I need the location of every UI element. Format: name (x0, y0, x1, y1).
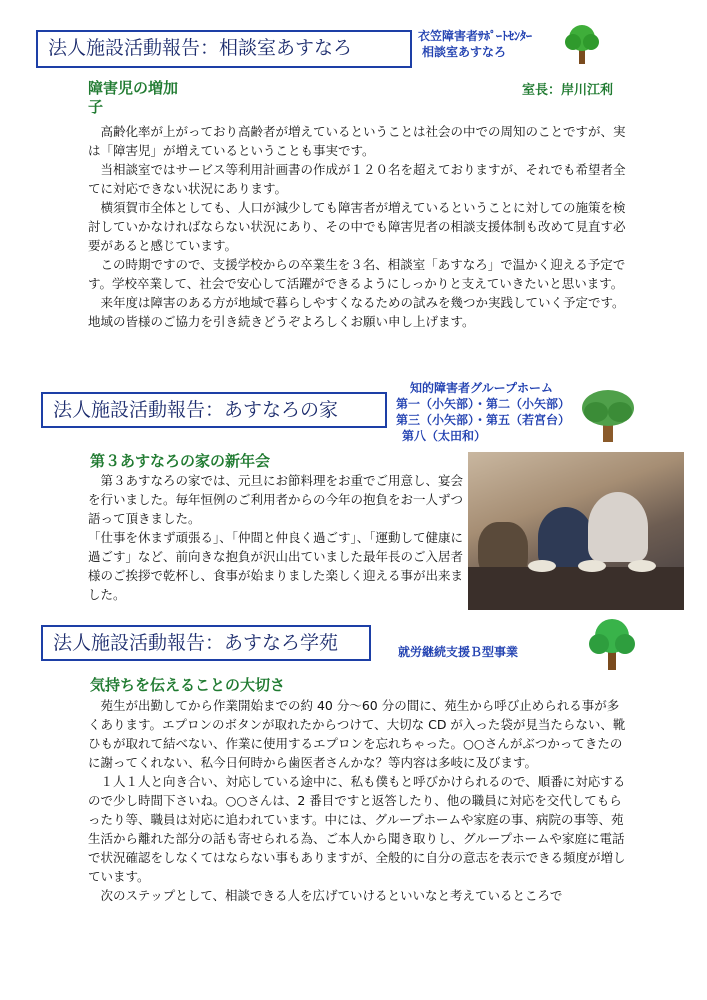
section1-author: 室長：岸川江利 (522, 83, 614, 98)
section1-body (88, 122, 628, 331)
section3-paragraph: 次のステップとして、相談できる人を広げていけるといいなと考えているところで (100, 888, 563, 903)
section1-paragraph: この時期ですので、支援学校からの卒業生を３名、相談室「あすなろ」で温かく迎える予定です。学校卒業して、社会で安心して活躍ができるようにしっかりと支えていきたいと思います。 (88, 257, 626, 291)
section1-title-box (36, 30, 412, 68)
section2-title-box (41, 392, 387, 428)
section1-paragraph: 高齢化率が上がっており高齢者が増えているということは社会の中での周知のことですが、実は「障害児」が増えているということも事実です。 (88, 124, 626, 158)
section1-heading-line1: 障害児の増加 (88, 79, 179, 97)
section2-org-line1: 知的障害者グループホーム (410, 381, 554, 395)
section3-body (88, 696, 628, 905)
tree-icon (586, 616, 638, 672)
section3-title: 法人施設活動報告：あすなろ学苑 (53, 632, 339, 654)
section3-org: 就労継続支援Ｂ型事業 (398, 645, 519, 659)
section1-org-line2: 相談室あすなろ (422, 45, 507, 59)
section2-paragraph: 「仕事を休まず頑張る」、「仲間と仲良く過ごす」、「運動して健康に過ごす」など、前向きな抱負が沢山出ていました最年長のご入居者様のご挨拶で乾杯し、食事が始まりました楽しく迎える事が出来ました。 (88, 530, 464, 602)
section1-org (418, 28, 532, 60)
section2-body (88, 471, 472, 604)
tree-icon (578, 386, 638, 444)
section1-title: 法人施設活動報告：相談室あすなろ (48, 37, 353, 59)
section3-paragraph: 苑生が出勤してから作業開始までの約 40 分～60 分の間に、苑生から呼び止められる事が多くあります。エプロンのボタンが取れたからつけて、大切な CD が入った袋が見当たらない、靴ひもが取れて結べない、作業に使用するエプロンを忘れちゃった。○○さんがぶつかってきたのに謝ってくれない、私今日何時から歯医者さんかな？等内容は多岐に及びます。 (88, 698, 626, 770)
section2-org-line4: 第八（太田和） (402, 429, 487, 443)
section1-heading-line2: 子 (88, 98, 104, 116)
section2-org-line2: 第一（小矢部）・第二（小矢部） (396, 397, 571, 411)
section2-heading: 第３あすなろの家の新年会 (90, 452, 271, 470)
section2-title: 法人施設活動報告：あすなろの家 (53, 399, 339, 421)
section1-paragraph: 当相談室ではサービス等利用計画書の作成が１２０名を超えておりますが、それでも希望者全てに対応できない状況にあります。 (88, 162, 626, 196)
section1-org-line1: 衣笠障害者ｻﾎﾟｰﾄｾﾝﾀｰ (418, 29, 533, 43)
section1-paragraph: 来年度は障害のある方が地域で暮らしやすくなるための試みを幾つか実践していく予定です。地域の皆様のご協力を引き続きどうぞよろしくお願い申し上げます。 (88, 295, 625, 329)
new-year-party-photo (468, 452, 684, 610)
section3-paragraph: １人１人と向き合い、対応している途中に、私も僕もと呼びかけられるので、順番に対応するので少し時間下さいね。○○さんは、2 番目ですと返答したり、他の職員に対応を交代してもらったり等、職員は対応に追われています。中には、グループホームや家庭の事、病院の事等、苑生活から離れた部分の話も寄せられる為、ご本人から聞き取りし、グループホームや家庭に電話で状況確認をしなくてはならない事もありますが、全般的に自分の意志を表示できる頻度が増しています。 (88, 774, 626, 884)
section3-heading: 気持ちを伝えることの大切さ (90, 676, 286, 694)
section1-paragraph: 横須賀市全体としても、人口が減少しても障害者が増えているということに対しての施策を検討していかなければならない状況にあり、その中でも障害児者の相談支援体制も改めて見直す必要があると感じています。 (88, 200, 626, 253)
section2-paragraph: 第３あすなろの家では、元旦にお節料理をお重でご用意し、宴会を行いました。毎年恒例のご利用者からの今年の抱負をお一人ずつ語って頂きました。 (88, 473, 464, 526)
section2-org-line3: 第三（小矢部）・第五（若宮台） (396, 413, 571, 427)
section3-title-box (41, 625, 371, 661)
tree-icon (562, 22, 602, 66)
section2-org (396, 380, 570, 444)
section1-heading (88, 79, 178, 117)
